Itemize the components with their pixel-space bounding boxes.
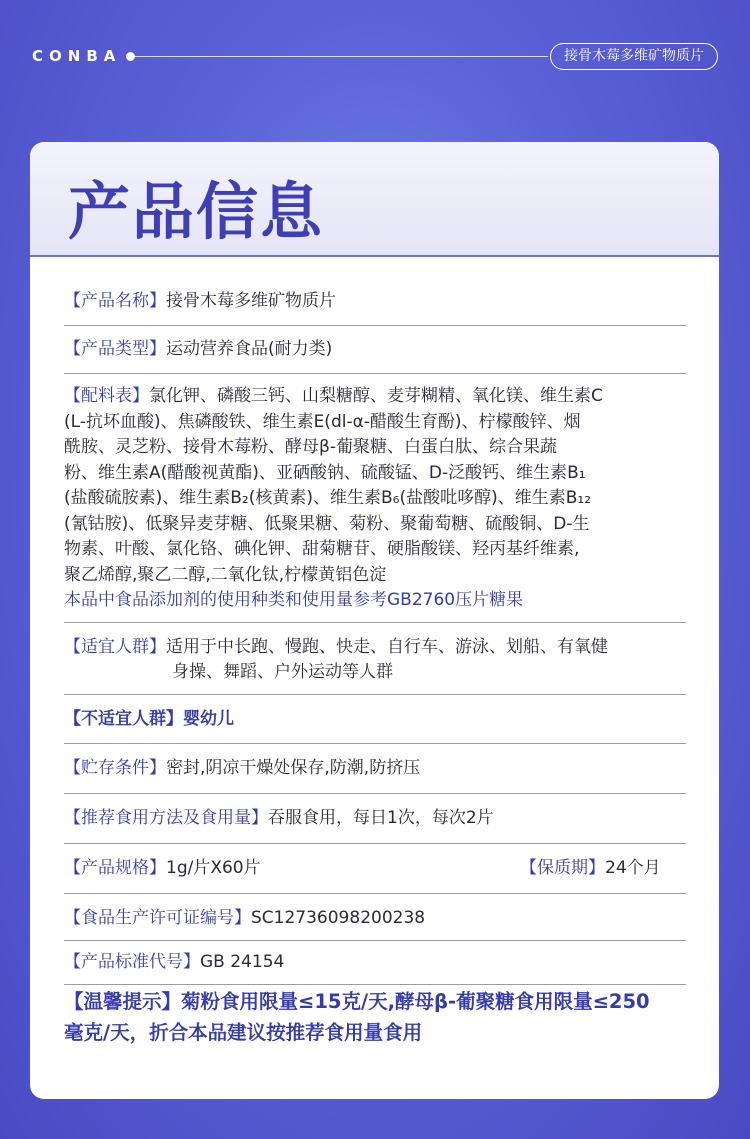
ingredients-line: 粉、维生素A(醋酸视黄酯)、亚硒酸钠、硫酸锰、D-泛酸钙、维生素B₁ (64, 462, 586, 483)
standard-value: GB 24154 (200, 951, 285, 972)
page-title: 产品信息 (68, 175, 325, 248)
row-product-type (64, 326, 686, 374)
row-storage (64, 744, 686, 794)
row-spec (64, 844, 686, 894)
info-rows (64, 276, 686, 985)
shelf-life-value: 24个月 (605, 857, 661, 878)
ingredients-line: (L-抗坏血酸)、焦磷酸铁、维生素E(dl-α-醋酸生育酚)、柠檬酸锌、烟 (64, 411, 581, 432)
tip-label: 【温馨提示】 (64, 990, 182, 1013)
row-license (64, 894, 686, 941)
usage-label: 【推荐食用方法及食用量】 (64, 807, 268, 828)
row-standard (64, 941, 686, 985)
brand-logo: CONBA (32, 47, 122, 65)
row-usage (64, 794, 686, 844)
product-type-label: 【产品类型】 (64, 339, 166, 359)
ingredients-line: (氰钴胺)、低聚异麦芽糖、低聚果糖、菊粉、聚葡萄糖、硫酸铜、D-生 (64, 513, 590, 534)
suitable-value-line2: 身操、舞蹈、户外运动等人群 (172, 661, 393, 682)
row-suitable (64, 623, 686, 695)
ingredients-line: 物素、叶酸、氯化铬、碘化钾、甜菊糖苷、硬脂酸镁、羟丙基纤维素, (64, 539, 580, 559)
ingredients-line: 氯化钾、磷酸三钙、山梨糖醇、麦芽糊精、氧化镁、维生素C (149, 386, 603, 406)
shelf-life-label: 【保质期】 (520, 857, 605, 878)
storage-label: 【贮存条件】 (64, 757, 166, 778)
additive-note: 本品中食品添加剂的使用种类和使用量参考GB2760压片糖果 (64, 590, 524, 610)
row-product-name (64, 276, 686, 326)
product-info-card (30, 142, 719, 1099)
product-type-value: 运动营养食品(耐力类) (166, 339, 333, 359)
unsuitable-value: 婴幼儿 (183, 708, 234, 729)
license-value: SC12736098200238 (251, 907, 426, 928)
spec-label: 【产品规格】 (64, 857, 166, 878)
ingredients-label: 【配料表】 (64, 386, 149, 406)
license-label: 【食品生产许可证编号】 (64, 907, 251, 928)
spec-value: 1g/片X60片 (166, 857, 261, 878)
row-unsuitable (64, 695, 686, 744)
ingredients-line: 酰胺、灵芝粉、接骨木莓粉、酵母β-葡聚糖、白蛋白肽、综合果蔬 (64, 437, 557, 457)
suitable-label: 【适宜人群】 (64, 636, 166, 657)
storage-value: 密封,阴凉干燥处保存,防潮,防挤压 (166, 757, 421, 778)
header-divider (128, 56, 548, 57)
tip-line: 毫克/天，折合本品建议按推荐食用量食用 (64, 1021, 423, 1044)
card-header (30, 142, 719, 257)
suitable-value: 适用于中长跑、慢跑、快走、自行车、游泳、划船、有氧健 (166, 636, 608, 657)
tip-line: 菊粉食用限量≤15克/天,酵母β-葡聚糖食用限量≤250 (181, 990, 650, 1013)
ingredients-line: 聚乙烯醇,聚乙二醇,二氧化钛,柠檬黄铝色淀 (64, 564, 387, 585)
usage-value: 吞服食用，每日1次，每次2片 (268, 807, 494, 828)
product-name-label: 【产品名称】 (64, 291, 166, 311)
product-tag: 接骨木莓多维矿物质片 (550, 43, 718, 70)
product-name-value: 接骨木莓多维矿物质片 (166, 291, 336, 311)
row-ingredients (64, 374, 686, 623)
ingredients-line: (盐酸硫胺素)、维生素B₂(核黄素)、维生素B₆(盐酸吡哆醇)、维生素B₁₂ (64, 488, 592, 508)
top-bar (0, 0, 750, 110)
unsuitable-label: 【不适宜人群】 (64, 708, 183, 729)
warm-tip (64, 986, 694, 1048)
standard-label: 【产品标准代号】 (64, 951, 200, 972)
